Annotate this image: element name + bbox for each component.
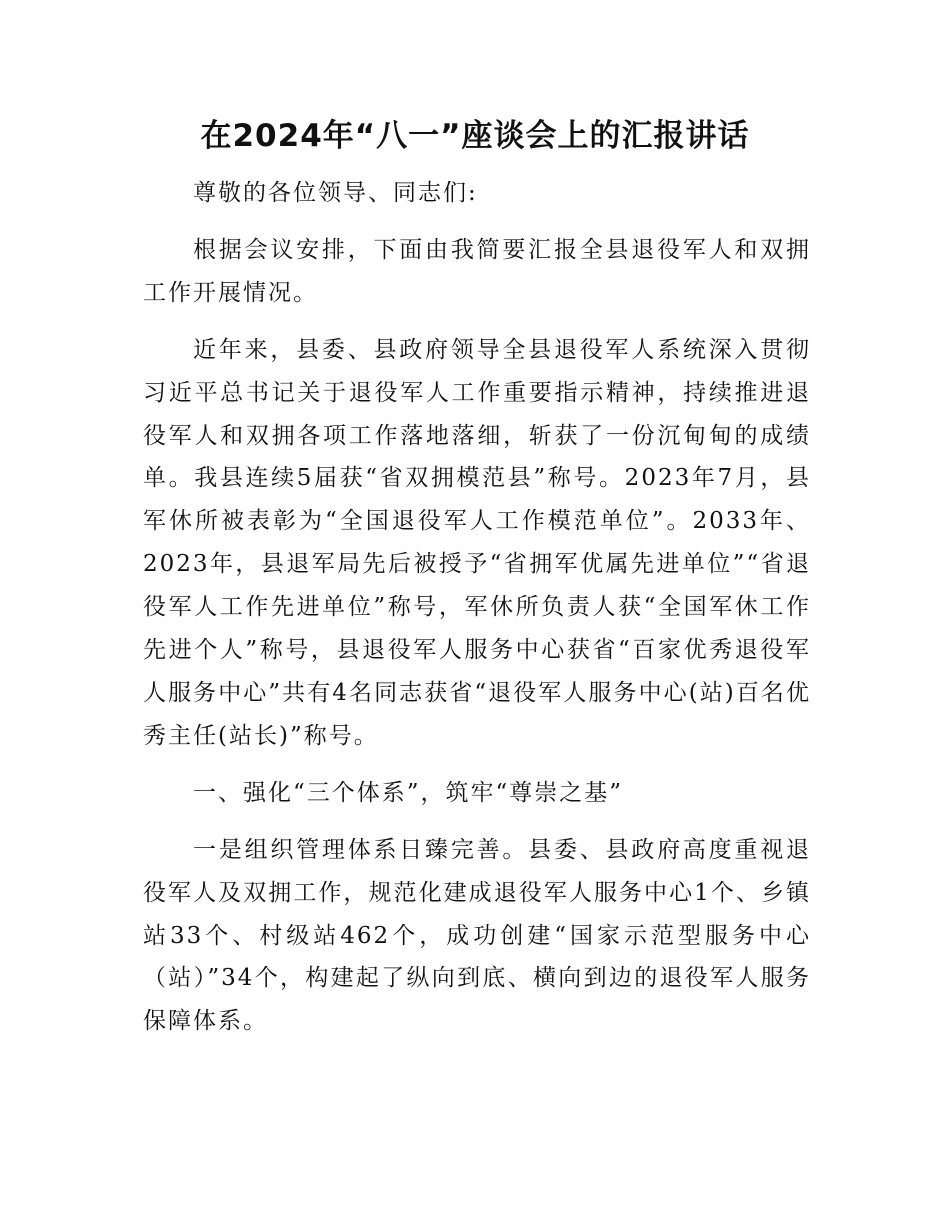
intro-paragraph: 根据会议安排，下面由我简要汇报全县退役军人和双拥工作开展情况。: [143, 236, 811, 306]
document-title: 在2024年“八一”座谈会上的汇报讲话: [200, 118, 750, 154]
achievements-paragraph: 近年来，县委、县政府领导全县退役军人系统深入贯彻习近平总书记关于退役军人工作重要指示精神，持续推进退役军人和双拥各项工作落地落细，斩获了一份沉甸甸的成绩单。我县连续5届获“省双拥模范县”称号。2023年7月，县军休所被表彰为“全国退役军人工作模范单位”。2033年、2023年，县退军局先后被授予“省拥军优属先进单位”“省退役军人工作先进单位”称号，军休所负责人获“全国军休工作先进个人”称号，县退役军人服务中心获省“百家优秀退役军人服务中心”共有4名同志获省“退役军人服务中心(站)百名优秀主任(站长)”称号。: [143, 336, 811, 749]
salutation: 尊敬的各位领导、同志们:: [193, 180, 478, 206]
document-body: [143, 172, 811, 1043]
organization-paragraph: 一是组织管理体系日臻完善。县委、县政府高度重视退役军人及双拥工作，规范化建成退役军人服务中心1个、乡镇站33个、村级站462个，成功创建“国家示范型服务中心（站）”34个，构建起了纵向到底、横向到边的退役军人服务保障体系。: [143, 836, 811, 1035]
section-heading: 一、强化“三个体系”，筑牢“尊崇之基”: [193, 779, 624, 806]
